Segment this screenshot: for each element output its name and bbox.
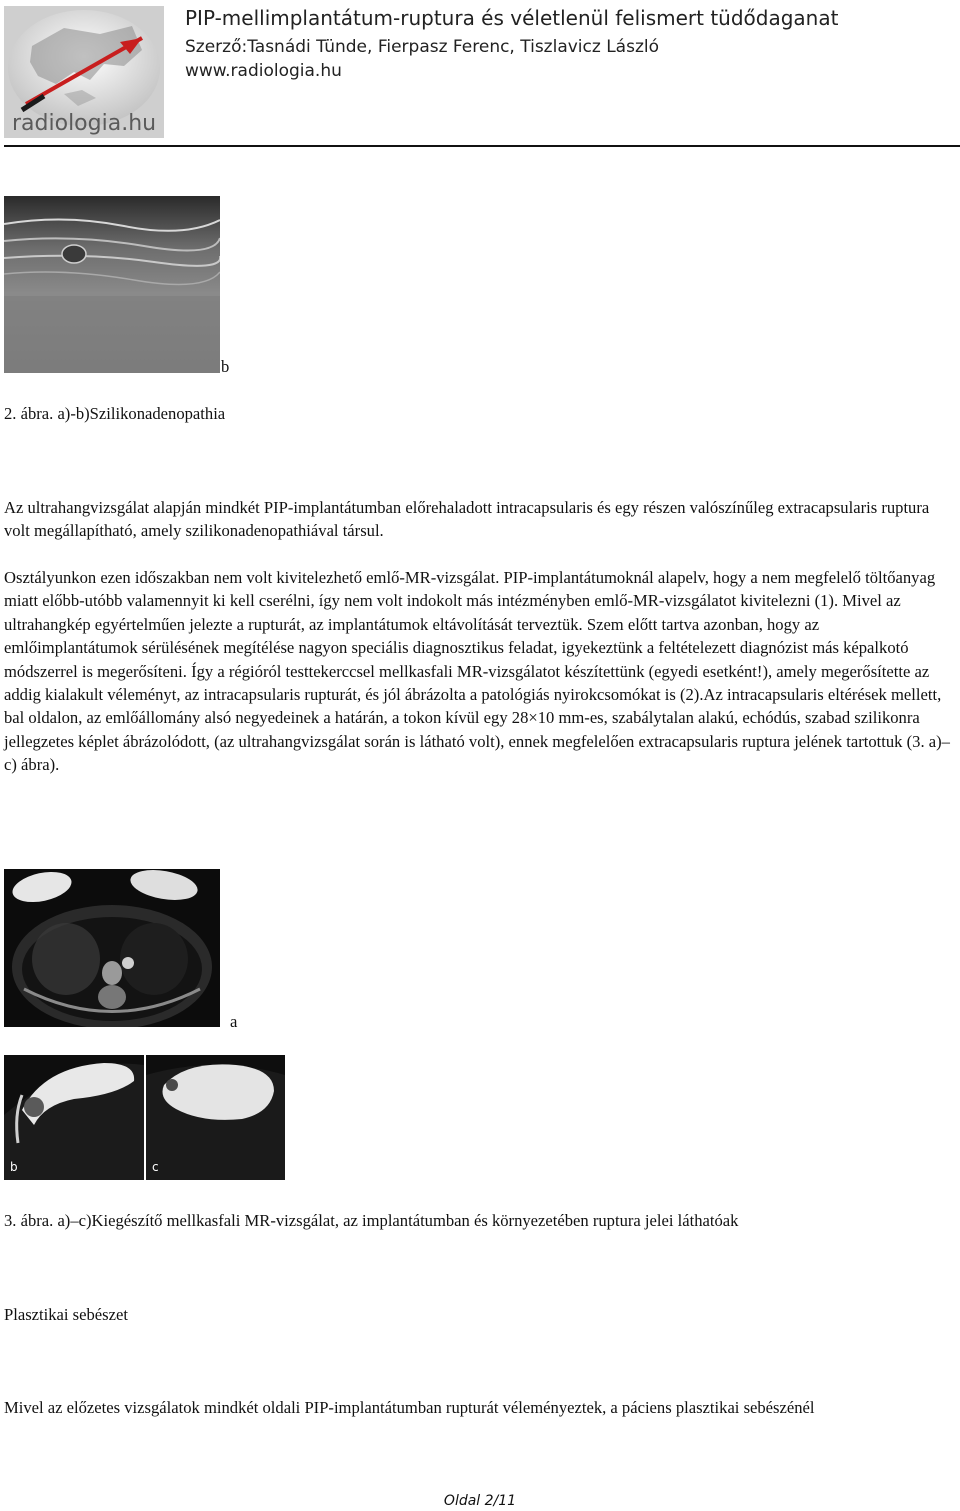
mr-c-letter: c <box>152 1160 159 1174</box>
ultrasound-image-b <box>4 196 220 373</box>
document-title: PIP-mellimplantátum-ruptura és véletlenül felismert tüdődaganat <box>185 6 839 30</box>
section-heading: Plasztikai sebészet <box>4 1305 128 1324</box>
figure3-caption: 3. ábra. a)–c)Kiegészítő mellkasfali MR-vizsgálat, az implantátumban és környezetében ruptura jelei láthatóak <box>4 1211 739 1230</box>
mr-image-c <box>146 1055 285 1180</box>
logo-graphic <box>4 6 164 138</box>
paragraph-ultrasound-findings: Az ultrahangvizsgálat alapján mindkét PIP-implantátumban előrehaladott intracapsularis és egy részen valószínűleg extracapsularis ruptura volt megállapítható, amely szilikonadenopathiával társul. <box>4 498 930 541</box>
mr-implant-c-graphic <box>146 1055 285 1180</box>
document-authors: Szerző:Tasnádi Tünde, Fierpasz Ferenc, Tiszlavicz László <box>185 37 659 57</box>
figure2-caption: 2. ábra. a)-b)Szilikonadenopathia <box>4 404 226 423</box>
figure3-label-a: a <box>230 1012 238 1031</box>
section-paragraph: Mivel az előzetes vizsgálatok mindkét oldali PIP-implantátumban rupturát véleményeztek, a páciens plasztikai sebészénél <box>4 1398 815 1417</box>
header-divider <box>4 145 960 147</box>
mr-implant-b-graphic <box>4 1055 144 1180</box>
figure2-label-b: b <box>221 357 230 376</box>
radiologia-logo[interactable] <box>4 6 164 138</box>
mr-image-b <box>4 1055 144 1180</box>
paragraph-mr-examination: Osztályunkon ezen időszakban nem volt kivitelezhető emlő-MR-vizsgálat. PIP-implantátumoknál alapelv, hogy a nem megfelelő töltőanyag miatt előbb-utóbb valamennyit ki kell cserélni, így nem volt indokolt más intézményben emlő-MR-vizsgálatot kivitelezni (1). Mivel az ultrahangkép egyértelműen jelezte a rupturát, az implantátumok eltávolítását terveztük. Szem előtt tartva azonban, hogy az emlőimplantátumok sérülésének megítélése nagyon speciális diagnosztikus feladat, igyekeztünk a feltételezett diagnózist más képalkotó módszerrel is megerősíteni. Így a régióról testtekerccsel mellkasfali MR-vizsgálatot készítettünk (egyedi esetként!), amely megerősítette az addig kialakult véleményt, az intracapsularis rupturát, és jól ábrázolta a patológiás nyirokcsomókat is (2).Az intracapsularis eltérések mellett, bal oldalon, az emlőállomány alsó negyedeinek a határán, a tokon kívül egy 28×10 mm-es, szabálytalan alakú, echódús, szabad szilikonra jellegzetes képlet ábrázolódott, (az ultrahangvizsgálat során is látható volt), ennek megfelelően extracapsularis ruptura jelének tartottuk (3. a)–c) ábra). <box>4 568 950 775</box>
logo-text: radiologia.hu <box>12 111 157 136</box>
website-link[interactable]: www.radiologia.hu <box>185 61 342 81</box>
ultrasound-graphic <box>4 196 220 373</box>
mr-b-letter: b <box>10 1160 18 1174</box>
page-number: Oldal 2/11 <box>443 1493 517 1509</box>
mr-axial-graphic <box>4 869 220 1027</box>
mr-image-a <box>4 869 220 1027</box>
